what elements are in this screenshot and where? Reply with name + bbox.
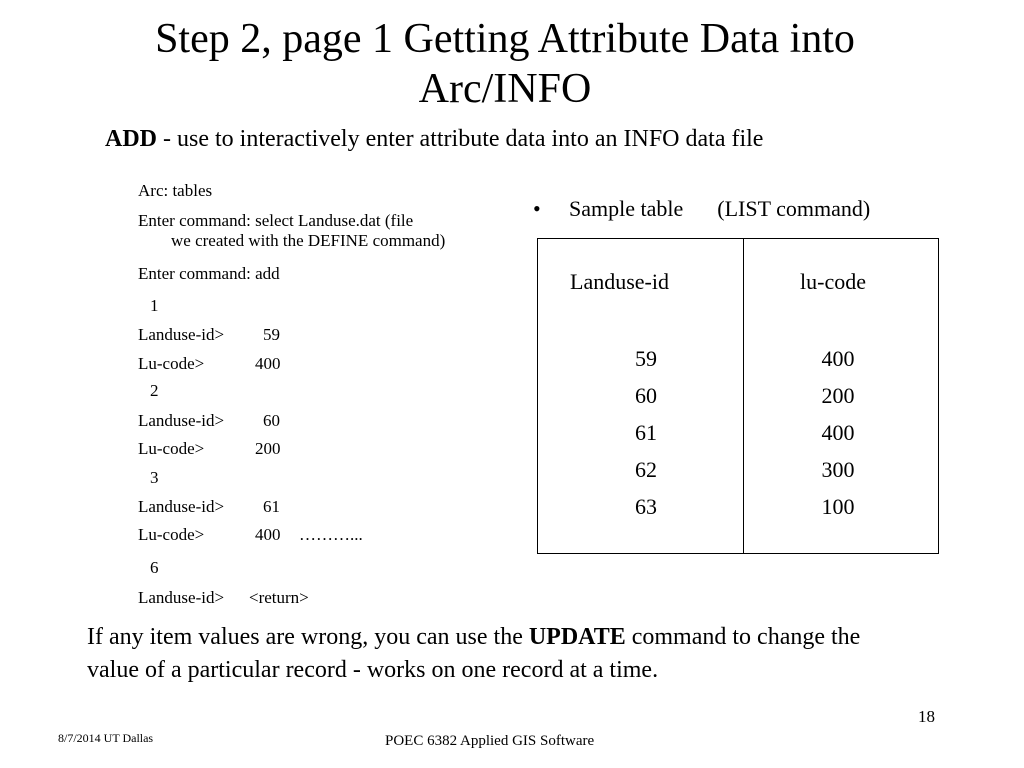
table-cell: 61 (635, 420, 657, 445)
table-cell: 63 (635, 494, 657, 519)
table-cell: 400 (821, 346, 855, 371)
record-number-1: 1 (150, 296, 159, 315)
record-3-landuse-value: 61 (263, 497, 280, 516)
subtitle-command: ADD (105, 126, 157, 152)
record-1-lu-label: Lu-code> (138, 354, 205, 373)
page-number: 18 (918, 707, 935, 726)
record-1-lu-value: 400 (255, 354, 281, 373)
add-command-line: Enter command: add (138, 264, 280, 283)
table-header-landuse-id: Landuse-id (570, 269, 669, 294)
footer-date-org: 8/7/2014 UT Dallas (58, 731, 154, 745)
record-1-lu-code (138, 354, 281, 374)
slide-title (0, 14, 1010, 114)
update-note-before: If any item values are wrong, you can use the (87, 624, 529, 650)
record-2-landuse-id (138, 411, 280, 431)
table-cell: 59 (635, 346, 657, 371)
record-3-lu-code (138, 525, 363, 545)
title-line-1: Step 2, page 1 Getting Attribute Data into (155, 16, 855, 62)
sample-table-bullet (533, 196, 870, 222)
bullet-icon: • (533, 196, 541, 221)
update-command: UPDATE (528, 624, 626, 650)
table-cell: 200 (821, 383, 855, 408)
record-2-lu-label: Lu-code> (138, 439, 205, 458)
record-6-landuse-id (138, 588, 309, 608)
record-number-6: 6 (150, 558, 159, 577)
record-2-landuse-value: 60 (263, 411, 280, 430)
select-command-line (138, 211, 445, 251)
arc-prompt-line: Arc: tables (138, 181, 213, 200)
footer-course: POEC 6382 Applied GIS Software (385, 733, 595, 749)
record-6-landuse-value: <return> (249, 588, 309, 607)
update-note-after: command to change the value of a particular record - works on one record at a time. (87, 624, 861, 683)
update-note-paragraph (87, 621, 917, 687)
sample-table-note: (LIST command) (717, 196, 871, 221)
record-6-landuse-label: Landuse-id> (138, 588, 225, 607)
record-1-landuse-value: 59 (263, 325, 280, 344)
record-1-landuse-label: Landuse-id> (138, 325, 225, 344)
record-2-landuse-label: Landuse-id> (138, 411, 225, 430)
record-3-lu-value: 400 (255, 525, 281, 544)
record-number-2: 2 (150, 381, 159, 400)
record-2-lu-code (138, 439, 281, 459)
table-cell: 100 (821, 494, 855, 519)
record-1-landuse-id (138, 325, 280, 345)
sample-table-label: Sample table (569, 196, 684, 221)
table-cell: 60 (635, 383, 657, 408)
select-command-text: Enter command: select Landuse.dat (file (138, 211, 414, 230)
table-cell: 300 (821, 457, 855, 482)
subtitle (105, 126, 763, 153)
sample-table (537, 238, 939, 554)
record-3-landuse-label: Landuse-id> (138, 497, 225, 516)
table-cell: 62 (635, 457, 657, 482)
table-cell: 400 (821, 420, 855, 445)
title-line-2: Arc/INFO (418, 66, 592, 112)
table-header-lu-code: lu-code (800, 269, 866, 294)
record-3-landuse-id (138, 497, 280, 517)
record-number-3: 3 (150, 468, 159, 487)
ellipsis: ………... (299, 525, 363, 544)
subtitle-description: - use to interactively enter attribute data into an INFO data file (157, 126, 764, 152)
record-3-lu-label: Lu-code> (138, 525, 205, 544)
record-2-lu-value: 200 (255, 439, 281, 458)
table-column-divider (743, 239, 744, 553)
select-command-continuation: we created with the DEFINE command) (171, 231, 446, 250)
